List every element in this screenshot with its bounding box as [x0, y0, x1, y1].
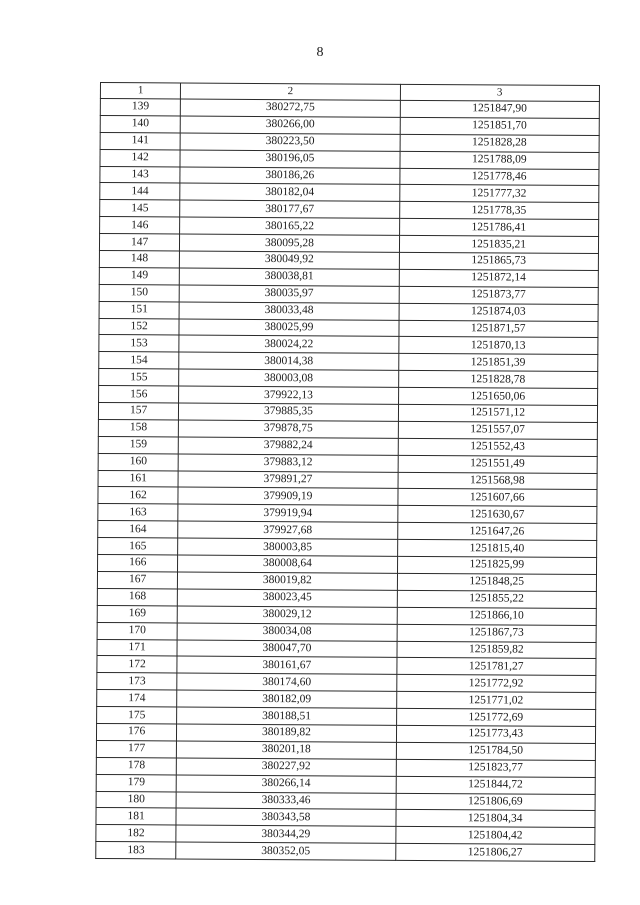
point-number-cell: 160	[98, 453, 178, 470]
point-number-cell: 141	[100, 132, 180, 149]
x-coordinate-cell: 380174,60	[177, 673, 396, 691]
y-coordinate-cell: 1251855,22	[397, 590, 597, 608]
y-coordinate-cell: 1251571,12	[398, 404, 598, 422]
y-coordinate-cell: 1251778,46	[399, 168, 599, 186]
y-coordinate-cell: 1251650,06	[398, 387, 598, 405]
y-coordinate-cell: 1251835,21	[399, 235, 599, 253]
x-coordinate-cell: 380029,12	[178, 606, 397, 624]
y-coordinate-cell: 1251777,32	[399, 185, 599, 203]
y-coordinate-cell: 1251848,25	[397, 573, 597, 591]
y-coordinate-cell: 1251568,98	[398, 472, 598, 490]
x-coordinate-cell: 380038,81	[180, 268, 399, 286]
point-number-cell: 155	[99, 369, 179, 386]
x-coordinate-cell: 380344,29	[176, 825, 395, 843]
x-coordinate-cell: 380352,05	[176, 842, 395, 860]
x-coordinate-cell: 380095,28	[180, 234, 399, 252]
y-coordinate-cell: 1251784,50	[396, 742, 596, 760]
y-coordinate-cell: 1251825,99	[397, 556, 597, 574]
point-number-cell: 175	[97, 707, 177, 724]
x-coordinate-cell: 380003,08	[179, 369, 398, 387]
y-coordinate-cell: 1251828,28	[400, 134, 600, 152]
point-number-cell: 180	[96, 791, 176, 808]
y-coordinate-cell: 1251851,39	[398, 354, 598, 372]
y-coordinate-cell: 1251874,03	[399, 303, 599, 321]
point-number-cell: 142	[100, 149, 180, 166]
x-coordinate-cell: 379882,24	[179, 437, 398, 455]
point-number-cell: 170	[97, 622, 177, 639]
point-number-cell: 171	[97, 639, 177, 656]
x-coordinate-cell: 380023,45	[178, 589, 397, 607]
point-number-cell: 174	[97, 690, 177, 707]
x-coordinate-cell: 380034,08	[177, 623, 396, 641]
point-number-cell: 178	[96, 757, 176, 774]
x-coordinate-cell: 380025,99	[179, 319, 398, 337]
point-number-cell: 157	[98, 403, 178, 420]
x-coordinate-cell: 380188,51	[177, 707, 396, 725]
x-coordinate-cell: 379885,35	[179, 403, 398, 421]
x-coordinate-cell: 380223,50	[180, 133, 399, 151]
y-coordinate-cell: 1251872,14	[399, 269, 599, 287]
point-number-cell: 151	[99, 301, 179, 318]
y-coordinate-cell: 1251871,57	[398, 320, 598, 338]
x-coordinate-cell: 380177,67	[180, 200, 399, 218]
x-coordinate-cell: 380201,18	[177, 741, 396, 759]
point-number-cell: 167	[97, 571, 177, 588]
point-number-cell: 139	[100, 99, 180, 116]
point-number-cell: 162	[98, 487, 178, 504]
y-coordinate-cell: 1251552,43	[398, 438, 598, 456]
x-coordinate-cell: 380186,26	[180, 167, 399, 185]
x-coordinate-cell: 379919,94	[178, 504, 397, 522]
column-header-1: 1	[100, 83, 180, 99]
x-coordinate-cell: 380008,64	[178, 555, 397, 573]
y-coordinate-cell: 1251870,13	[398, 337, 598, 355]
x-coordinate-cell: 380196,05	[180, 150, 399, 168]
point-number-cell: 140	[100, 115, 180, 132]
point-number-cell: 179	[96, 774, 176, 791]
y-coordinate-cell: 1251630,67	[397, 506, 597, 524]
x-coordinate-cell: 379927,68	[178, 521, 397, 539]
point-number-cell: 153	[99, 335, 179, 352]
y-coordinate-cell: 1251647,26	[397, 523, 597, 541]
point-number-cell: 173	[97, 673, 177, 690]
x-coordinate-cell: 380035,97	[179, 285, 398, 303]
y-coordinate-cell: 1251828,78	[398, 371, 598, 389]
x-coordinate-cell: 380049,92	[180, 251, 399, 269]
x-coordinate-cell: 380165,22	[180, 217, 399, 235]
y-coordinate-cell: 1251804,42	[395, 827, 595, 845]
y-coordinate-cell: 1251847,90	[400, 100, 600, 118]
point-number-cell: 177	[96, 740, 176, 757]
y-coordinate-cell: 1251815,40	[397, 539, 597, 557]
x-coordinate-cell: 380033,48	[179, 302, 398, 320]
point-number-cell: 176	[96, 723, 176, 740]
x-coordinate-cell: 380272,75	[181, 99, 400, 117]
y-coordinate-cell: 1251859,82	[397, 641, 597, 659]
y-coordinate-cell: 1251788,09	[399, 151, 599, 169]
point-number-cell: 165	[98, 538, 178, 555]
y-coordinate-cell: 1251557,07	[398, 421, 598, 439]
x-coordinate-cell: 380333,46	[176, 791, 395, 809]
x-coordinate-cell: 380019,82	[178, 572, 397, 590]
x-coordinate-cell: 380227,92	[177, 758, 396, 776]
x-coordinate-cell: 380343,58	[176, 808, 395, 826]
point-number-cell: 146	[100, 217, 180, 234]
y-coordinate-cell: 1251772,69	[396, 708, 596, 726]
x-coordinate-cell: 380182,04	[180, 183, 399, 201]
y-coordinate-cell: 1251778,35	[399, 202, 599, 220]
x-coordinate-cell: 380266,00	[181, 116, 400, 134]
point-number-cell: 169	[97, 605, 177, 622]
y-coordinate-cell: 1251866,10	[397, 607, 597, 625]
x-coordinate-cell: 380047,70	[177, 639, 396, 657]
x-coordinate-cell: 380189,82	[177, 724, 396, 742]
page-number: 8	[316, 45, 324, 60]
point-number-cell: 144	[100, 183, 180, 200]
x-coordinate-cell: 379891,27	[178, 471, 397, 489]
column-header-3: 3	[400, 84, 600, 101]
point-number-cell: 161	[98, 470, 178, 487]
point-number-cell: 168	[97, 588, 177, 605]
point-number-cell: 147	[99, 234, 179, 251]
point-number-cell: 159	[98, 436, 178, 453]
x-coordinate-cell: 379878,75	[179, 420, 398, 438]
y-coordinate-cell: 1251823,77	[396, 759, 596, 777]
point-number-cell: 150	[99, 284, 179, 301]
x-coordinate-cell: 380024,22	[179, 335, 398, 353]
x-coordinate-cell: 379909,19	[178, 487, 397, 505]
y-coordinate-cell: 1251873,77	[399, 286, 599, 304]
point-number-cell: 148	[99, 251, 179, 268]
y-coordinate-cell: 1251786,41	[399, 219, 599, 237]
y-coordinate-cell: 1251773,43	[396, 725, 596, 743]
x-coordinate-cell: 380014,38	[179, 352, 398, 370]
y-coordinate-cell: 1251772,92	[396, 675, 596, 693]
y-coordinate-cell: 1251781,27	[396, 658, 596, 676]
point-number-cell: 156	[99, 386, 179, 403]
y-coordinate-cell: 1251844,72	[396, 776, 596, 794]
table-body	[96, 99, 600, 862]
y-coordinate-cell: 1251804,34	[395, 810, 595, 828]
table-row	[96, 842, 595, 862]
y-coordinate-cell: 1251607,66	[397, 489, 597, 507]
point-number-cell: 183	[96, 842, 176, 859]
y-coordinate-cell: 1251867,73	[397, 624, 597, 642]
point-number-cell: 145	[100, 200, 180, 217]
y-coordinate-cell: 1251771,02	[396, 691, 596, 709]
y-coordinate-cell: 1251865,73	[399, 252, 599, 270]
x-coordinate-cell: 380003,85	[178, 538, 397, 556]
y-coordinate-cell: 1251551,49	[398, 455, 598, 473]
point-number-cell: 158	[98, 419, 178, 436]
column-header-2: 2	[181, 83, 400, 100]
point-number-cell: 182	[96, 825, 176, 842]
point-number-cell: 149	[99, 267, 179, 284]
point-number-cell: 154	[99, 352, 179, 369]
point-number-cell: 152	[99, 318, 179, 335]
point-number-cell: 163	[98, 504, 178, 521]
x-coordinate-cell: 380182,09	[177, 690, 396, 708]
point-number-cell: 166	[98, 555, 178, 572]
x-coordinate-cell: 380161,67	[177, 656, 396, 674]
point-number-cell: 164	[98, 521, 178, 538]
x-coordinate-cell: 379922,13	[179, 386, 398, 404]
y-coordinate-cell: 1251806,27	[395, 844, 595, 862]
point-number-cell: 172	[97, 656, 177, 673]
coordinates-table	[95, 82, 600, 862]
y-coordinate-cell: 1251851,70	[400, 117, 600, 135]
x-coordinate-cell: 380266,14	[176, 775, 395, 793]
point-number-cell: 143	[100, 166, 180, 183]
y-coordinate-cell: 1251806,69	[396, 793, 596, 811]
point-number-cell: 181	[96, 808, 176, 825]
x-coordinate-cell: 379883,12	[178, 454, 397, 472]
